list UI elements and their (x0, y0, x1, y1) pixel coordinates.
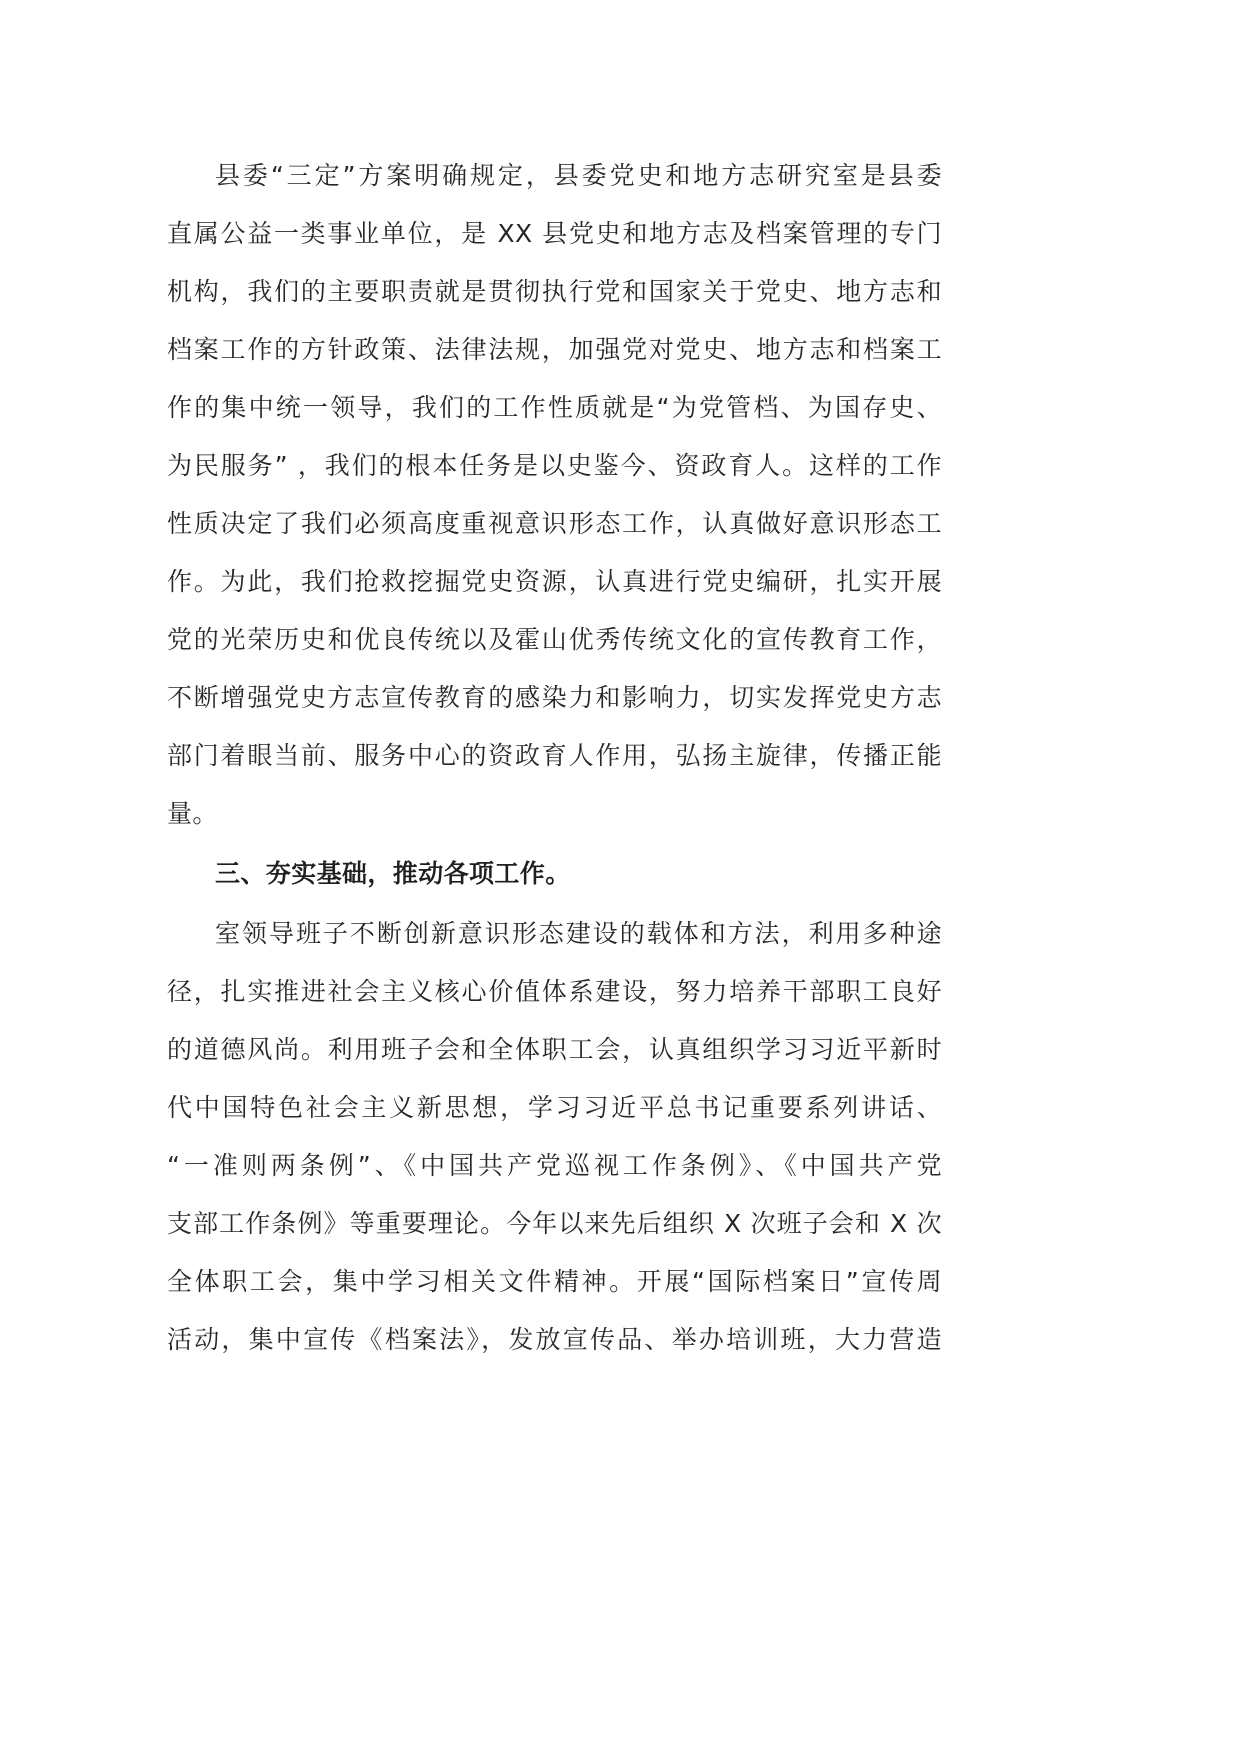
paragraph-1-line-6: 为民服务” ，我们的根本任务是以史鉴今、资政育人。这样的工作 (167, 451, 942, 480)
paragraph-1-line-10: 不断增强党史方志宣传教育的感染力和影响力，切实发挥党史方志 (167, 683, 942, 712)
paragraph-1-line-1: 县委“三定”方案明确规定，县委党史和地方志研究室是县委 (215, 161, 942, 190)
paragraph-1-line-8: 作。为此，我们抢救挖掘党史资源，认真进行党史编研，扎实开展 (167, 567, 942, 596)
paragraph-1-line-4: 档案工作的方针政策、法律法规，加强党对党史、地方志和档案工 (167, 335, 942, 364)
paragraph-2-line-8: 活动，集中宣传《档案法》，发放宣传品、举办培训班，大力营造 (167, 1325, 942, 1354)
paragraph-2-line-3: 的道德风尚。利用班子会和全体职工会，认真组织学习习近平新时 (167, 1035, 942, 1064)
paragraph-2-line-4: 代中国特色社会主义新思想，学习习近平总书记重要系列讲话、 (167, 1093, 942, 1122)
paragraph-2-line-5: “一准则两条例”、《中国共产党巡视工作条例》、《中国共产党 (167, 1151, 942, 1180)
paragraph-1-line-7: 性质决定了我们必须高度重视意识形态工作，认真做好意识形态工 (167, 509, 942, 538)
paragraph-2-line-7: 全体职工会，集中学习相关文件精神。开展“国际档案日”宣传周 (167, 1267, 942, 1296)
paragraph-2-line-6: 支部工作条例》等重要理论。今年以来先后组织 X 次班子会和 X 次 (167, 1209, 942, 1238)
paragraph-1-line-11: 部门着眼当前、服务中心的资政育人作用，弘扬主旋律，传播正能 (167, 741, 942, 770)
section-heading: 三、夯实基础，推动各项工作。 (215, 859, 571, 888)
paragraph-1-line-9: 党的光荣历史和优良传统以及霍山优秀传统文化的宣传教育工作， (167, 625, 942, 654)
paragraph-2-line-2: 径，扎实推进社会主义核心价值体系建设，努力培养干部职工良好 (167, 977, 942, 1006)
paragraph-1-line-3: 机构，我们的主要职责就是贯彻执行党和国家关于党史、地方志和 (167, 277, 942, 306)
paragraph-1-line-5: 作的集中统一领导，我们的工作性质就是“为党管档、为国存史、 (167, 393, 942, 422)
paragraph-1-line-12: 量。 (167, 799, 218, 828)
paragraph-2-line-1: 室领导班子不断创新意识形态建设的载体和方法，利用多种途 (215, 919, 942, 948)
paragraph-1-line-2: 直属公益一类事业单位，是 XX 县党史和地方志及档案管理的专门 (167, 219, 942, 248)
